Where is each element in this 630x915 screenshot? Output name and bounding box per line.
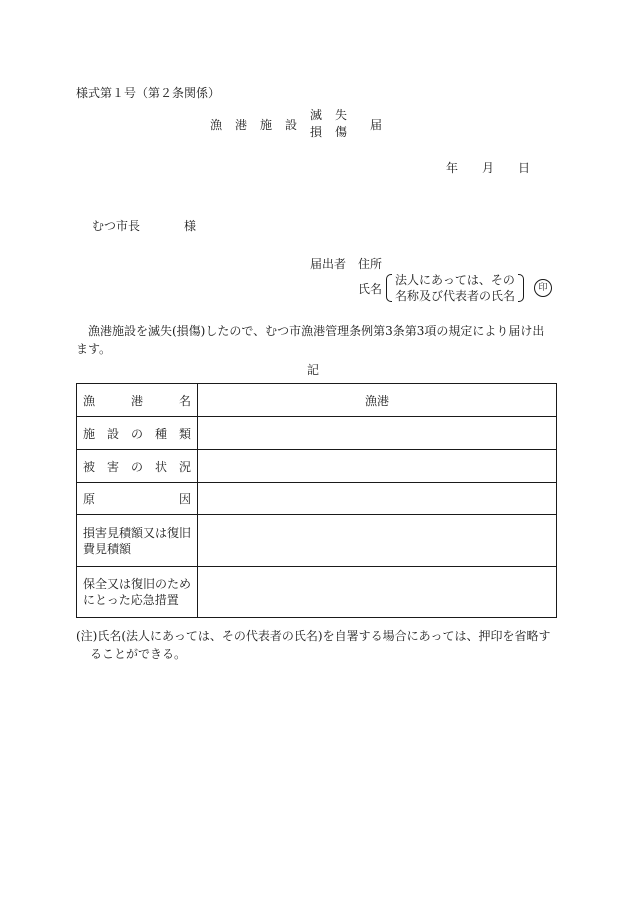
table-row bbox=[77, 567, 557, 618]
report-table bbox=[76, 383, 557, 618]
label-char: の bbox=[130, 459, 143, 474]
addressee-name: むつ市長 bbox=[92, 219, 141, 233]
label-spread bbox=[83, 458, 191, 475]
table-row bbox=[77, 483, 557, 515]
cause-field[interactable] bbox=[198, 483, 557, 515]
facility-type-field[interactable] bbox=[198, 417, 557, 450]
label-spread bbox=[83, 425, 191, 442]
name-label: 氏名 bbox=[358, 281, 383, 296]
row-label-emergency-measures: 保全又は復旧のためにとった応急措置 bbox=[77, 567, 198, 618]
row-label-estimate: 損害見積額又は復旧費見積額 bbox=[77, 515, 198, 567]
ki-heading: 記 bbox=[307, 363, 320, 377]
label-char: 漁 bbox=[83, 393, 96, 408]
body-text: 漁港施設を滅失(損傷)したので、むつ市漁港管理条例第3条第3項の規定により届け出ます。 bbox=[76, 324, 545, 356]
title-option-lower: 損傷 bbox=[310, 125, 361, 139]
label-char: 種 bbox=[154, 426, 167, 441]
address-label: 住所 bbox=[358, 257, 383, 271]
name-note-bracket bbox=[386, 272, 524, 304]
row-label-facility-type bbox=[77, 417, 198, 450]
emergency-measures-field[interactable] bbox=[198, 567, 557, 618]
date-year: 年 bbox=[446, 161, 459, 175]
table-row bbox=[77, 450, 557, 483]
label-char: 名 bbox=[178, 393, 191, 408]
name-note bbox=[392, 272, 518, 304]
title-option-stack bbox=[310, 107, 360, 141]
footnote-line1: (注)氏名(法人にあっては、その代表者の氏名)を自署する場合にあっては、押印を省略す bbox=[76, 629, 551, 643]
seal-mark-icon: 印 bbox=[534, 279, 552, 297]
label-spread bbox=[83, 490, 191, 507]
table-row bbox=[77, 515, 557, 567]
table-row bbox=[77, 417, 557, 450]
date-line bbox=[446, 159, 554, 176]
addressee-honorific: 様 bbox=[184, 219, 197, 233]
applicant-label: 届出者 bbox=[310, 257, 347, 271]
table-row bbox=[77, 384, 557, 417]
date-month: 月 bbox=[482, 161, 495, 175]
label-spread bbox=[83, 392, 191, 409]
label-char: 被 bbox=[83, 459, 96, 474]
port-name-field[interactable]: 漁港 bbox=[198, 384, 557, 417]
label-char: 原 bbox=[83, 492, 96, 506]
label-char: 港 bbox=[130, 393, 143, 408]
title-part1: 漁港施設 bbox=[210, 117, 311, 132]
row-label-cause bbox=[77, 483, 198, 515]
applicant-name-line bbox=[358, 270, 552, 306]
footnote bbox=[76, 627, 558, 663]
label-char: 因 bbox=[178, 492, 191, 506]
name-note-line2: 名称及び代表者の氏名 bbox=[395, 289, 516, 303]
damage-status-field[interactable] bbox=[198, 450, 557, 483]
form-number: 様式第１号（第２条関係） bbox=[76, 86, 221, 100]
label-char: 類 bbox=[178, 426, 191, 441]
label-char: 害 bbox=[106, 459, 119, 474]
footnote-line2: ることができる。 bbox=[90, 647, 187, 661]
addressee bbox=[92, 217, 196, 234]
title-part2: 届 bbox=[370, 117, 383, 132]
right-bracket bbox=[518, 274, 524, 302]
form-title bbox=[210, 107, 382, 141]
title-option-upper: 滅失 bbox=[310, 108, 361, 122]
label-char: 状 bbox=[154, 459, 167, 474]
label-char: の bbox=[130, 426, 143, 441]
row-label-port-name bbox=[77, 384, 198, 417]
row-label-damage-status bbox=[77, 450, 198, 483]
name-note-line1: 法人にあっては、その bbox=[395, 273, 515, 287]
label-char: 設 bbox=[106, 426, 119, 441]
label-char: 施 bbox=[83, 426, 96, 441]
label-char: 況 bbox=[178, 459, 191, 474]
estimate-field[interactable] bbox=[198, 515, 557, 567]
date-day: 日 bbox=[518, 161, 531, 175]
